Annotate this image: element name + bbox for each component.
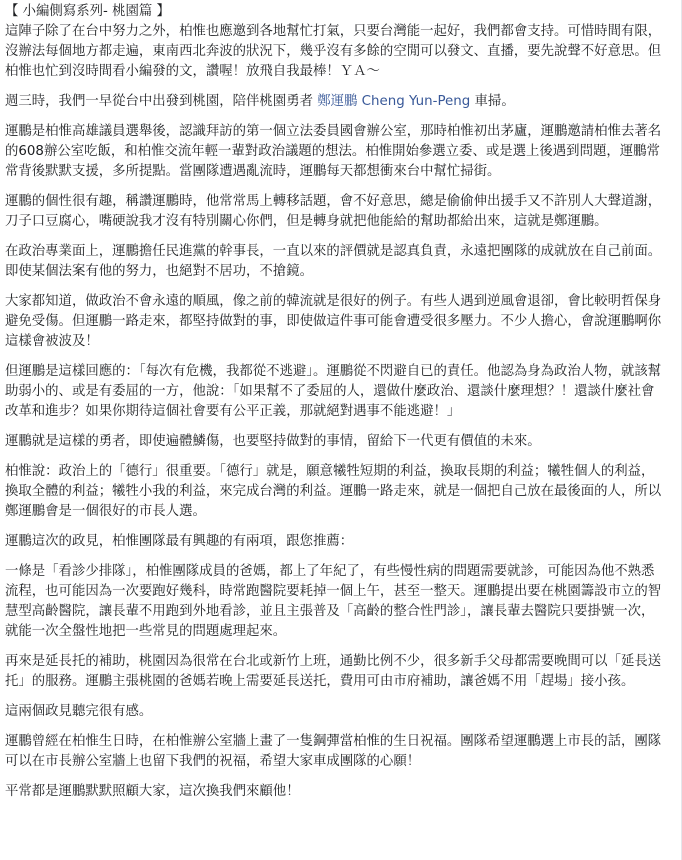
paragraph-personality: 運鵬的個性很有趣，稱讚運鵬時，他常常馬上轉移話題，會不好意思，總是偷偷伸出援手又不許別人大聲道謝，刀子口豆腐心，嘴硬說我才沒有特別關心你們，但是轉身就把他能給的幫助都給出來，這就是鄭運鵬。: [5, 194, 662, 229]
paragraph-trip-text-after: 車掃。: [470, 94, 515, 109]
paragraph-closing: 平常都是運鵬默默照顧大家，這次換我們來顧他！: [5, 784, 300, 799]
paragraph-gundam: 運鵬曾經在柏惟生日時，在柏惟辦公室牆上畫了一隻鋼彈當柏惟的生日祝福。團隊希望運鵬選上市長的話，團隊可以在市長辦公室牆上也留下我們的祝福，希望大家車成團隊的心願！: [5, 734, 662, 769]
paragraph-intro: 這陣子除了在台中努力之外，柏惟也應邀到各地幫忙打氣，只要台灣能一起好，我們都會支持。可惜時間有限，沒辦法每個地方都走遍，東南西北奔波的狀況下，幾乎沒有多餘的空閒可以發文、直播，要先說聲不好意思。但柏惟也忙到沒時間看小編發的文，讚喔！放飛自我最棒！ＹＡ～: [5, 24, 662, 79]
paragraph-trip: [5, 92, 665, 112]
paragraph-policy-intro: 運鵬這次的政見，柏惟團隊最有興趣的有兩項，跟您推薦：: [5, 534, 354, 549]
paragraph-policy-childcare: 再來是延長托的補助，桃園因為很常在台北或新竹上班，通勤比例不少，很多新手父母都需要晚間可以「延長送托」的服務。運鵬主張桃園的爸媽若晚上需要延長送托，費用可由市府補助，讓爸媽不用「趕場」接小孩。: [5, 654, 662, 689]
paragraph-policy-clinic: 一條是「看診少排隊」，柏惟團隊成員的爸媽，都上了年紀了，有些慢性病的問題需要就診，可能因為他不熟悉流程，也可能因為一次要跑好幾科，時常跑醫院要耗掉一個上午，甚至一整天。運鵬提出要在桃園籌設市立的智慧型高齡醫院，讓長輩不用跑到外地看診，並且主張普及「高齡的整合性門診」，讓長輩去醫院只要掛號一次，就能一次全盤性地把一些常見的問題處理起來。: [5, 564, 662, 639]
paragraph-brave: 運鵬就是這樣的勇者，即使遍體鱗傷，也要堅持做對的事情，留給下一代更有價值的未來。: [5, 434, 541, 449]
paragraph-professional: 在政治專業面上，運鵬擔任民進黨的幹事長，一直以來的評價就是認真負責，永遠把團隊的成就放在自己前面。即使某個法案有他的努力，也絕對不居功，不搶鏡。: [5, 244, 662, 279]
paragraph-adversity: 大家都知道，做政治不會永遠的順風，像之前的韓流就是很好的例子。有些人遇到逆風會退卻，會比較明哲保身避免受傷。但運鵬一路走來，都堅持做對的事，即使做這件事可能會遭受很多壓力。不少人擔心，會說運鵬啊你這樣會被波及！: [5, 294, 662, 349]
paragraph-feeling: 這兩個政見聽完很有感。: [5, 704, 153, 719]
paragraph-trip-text-before: 週三時，我們一早從台中出發到桃園，陪伴桃園勇者: [5, 94, 318, 109]
mention-link-cheng-yun-peng[interactable]: 鄭運鵬 Cheng Yun-Peng: [317, 94, 471, 109]
paragraph-response: 但運鵬是這樣回應的：「每次有危機，我都從不逃避」。運鵬從不閃避自已的責任。他認為身為政治人物，就該幫助弱小的、或是有委屈的一方，他說：「如果幫不了委屈的人，還做什麼政治、還談什麼理想？！還談什麼社會改革和進步？如果你期待這個社會要有公平正義，那就絕對遇事不能逃避！」: [5, 364, 662, 419]
paragraph-virtue: 柏惟說：政治上的「德行」很重要。「德行」就是，願意犧牲短期的利益，換取長期的利益；犧牲個人的利益，換取全體的利益；犧牲小我的利益，來完成台灣的利益。運鵬一路走來，就是一個把自己放在最後面的人，所以鄭運鵬會是一個很好的市長人選。: [5, 464, 662, 519]
paragraph-background: 運鵬是柏惟高雄議員選舉後，認識拜訪的第一個立法委員國會辦公室，那時柏惟初出茅廬，運鵬邀請柏惟去著名的608辦公室吃飯，和柏惟交流年輕一輩對政治議題的想法。柏惟開始參選立委、或是選上後遇到問題，運鵬常常背後默默支援，多所提點。當團隊遭遇亂流時，運鵬每天都想衝來台中幫忙掃街。: [5, 124, 662, 179]
post-title: 【 小編側寫系列- 桃園篇 】: [5, 4, 170, 19]
